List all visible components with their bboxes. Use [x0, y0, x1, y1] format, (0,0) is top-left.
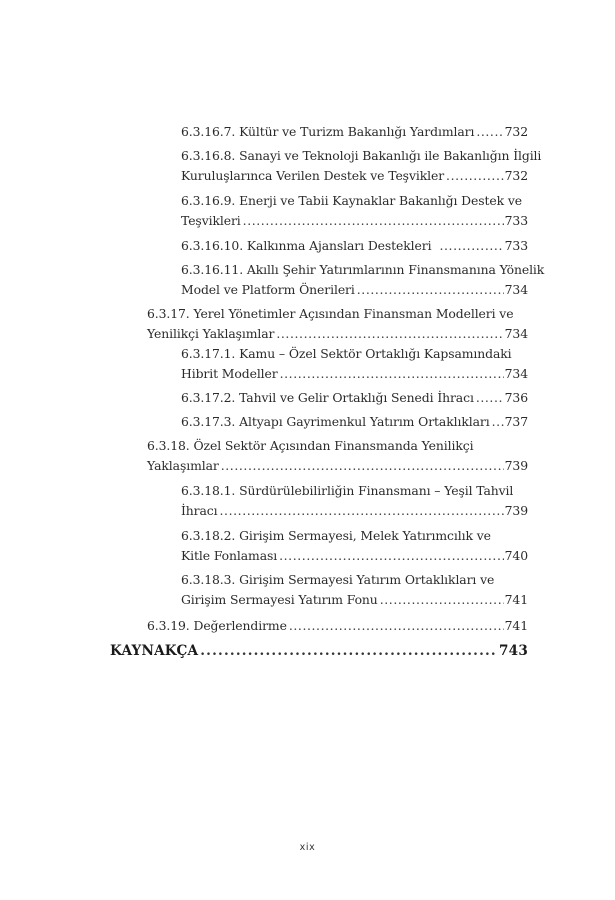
dot-leader — [280, 364, 504, 384]
toc-entry-title: 6.3.19. Değerlendirme — [147, 618, 287, 633]
toc-entry-6-3-16-11[interactable] — [181, 260, 545, 300]
toc-entry-6-3-18-3[interactable] — [181, 570, 528, 610]
toc-entry-title-cont: Hibrit Modeller — [181, 366, 278, 381]
dot-leader — [279, 546, 504, 566]
dot-leader — [200, 641, 498, 661]
toc-entry-6-3-17-2[interactable] — [181, 388, 528, 408]
toc-entry-6-3-16-8[interactable] — [181, 146, 542, 186]
toc-entry-title-cont: Yenilikçi Yaklaşımlar — [147, 326, 275, 341]
toc-entry-title: 6.3.18.2. Girişim Sermayesi, Melek Yatırımcılık ve — [181, 528, 491, 543]
toc-entry-title: 6.3.17.3. Altyapı Gayrimenkul Yatırım Ortaklıkları — [181, 414, 490, 429]
toc-page-number: 741 — [504, 592, 528, 607]
dot-leader — [446, 166, 504, 186]
dot-leader — [276, 324, 503, 344]
toc-page-number: 734 — [504, 282, 528, 297]
toc-entry-kaynakca[interactable] — [110, 641, 528, 661]
toc-page-number: 733 — [504, 213, 528, 228]
toc-entry-6-3-16-7[interactable] — [181, 122, 528, 142]
toc-page-number: 734 — [504, 326, 528, 341]
toc-entry-title: 6.3.16.11. Akıllı Şehir Yatırımlarının Finansmanına Yönelik — [181, 262, 545, 277]
dot-leader — [476, 122, 503, 142]
toc-page-number: 732 — [504, 124, 528, 139]
dot-leader — [289, 616, 504, 636]
toc-entry-6-3-17-1[interactable] — [181, 344, 528, 384]
toc-entry-title-cont: İhracı — [181, 503, 218, 518]
toc-entry-title: 6.3.16.10. Kalkınma Ajansları Destekleri — [181, 238, 432, 253]
toc-page-number: 737 — [504, 414, 528, 429]
toc-entry-title: 6.3.17.2. Tahvil ve Gelir Ortaklığı Senedi İhracı — [181, 390, 474, 405]
toc-page-number: 743 — [499, 643, 528, 659]
toc-page-number: 736 — [504, 390, 528, 405]
toc-entry-title: 6.3.18.3. Girişim Sermayesi Yatırım Ortaklıkları ve — [181, 572, 495, 587]
toc-entry-6-3-16-10[interactable] — [181, 236, 528, 256]
dot-leader — [221, 456, 504, 476]
toc-page-number: 739 — [504, 503, 528, 518]
toc-entry-title-cont: Teşvikleri — [181, 213, 241, 228]
dot-leader — [357, 280, 504, 300]
toc-entry-title: 6.3.16.9. Enerji ve Tabii Kaynaklar Bakanlığı Destek ve — [181, 193, 522, 208]
toc-page-number: 734 — [504, 366, 528, 381]
dot-leader — [380, 590, 504, 610]
toc-entry-title: 6.3.16.7. Kültür ve Turizm Bakanlığı Yardımları — [181, 124, 475, 139]
toc-entry-6-3-17-3[interactable] — [181, 412, 528, 432]
toc-entry-6-3-16-9[interactable] — [181, 191, 528, 231]
toc-entry-6-3-19[interactable] — [147, 616, 528, 636]
dot-leader — [492, 412, 504, 432]
toc-entry-title: 6.3.18. Özel Sektör Açısından Finansmanda Yenilikçi — [147, 438, 474, 453]
dot-leader — [439, 236, 503, 256]
toc-entry-title: KAYNAKÇA — [110, 643, 199, 659]
toc-entry-title-cont: Yaklaşımlar — [147, 458, 219, 473]
toc-page-number: 740 — [504, 548, 528, 563]
toc-page-number: 732 — [504, 168, 528, 183]
toc-page-number: 741 — [504, 618, 528, 633]
toc-entry-title: 6.3.16.8. Sanayi ve Teknoloji Bakanlığı ile Bakanlığın İlgili — [181, 148, 542, 163]
toc-entry-6-3-17[interactable] — [147, 304, 528, 344]
toc-entry-title: 6.3.18.1. Sürdürülebilirliğin Finansmanı – Yeşil Tahvil — [181, 483, 514, 498]
toc-entry-6-3-18[interactable] — [147, 436, 528, 476]
dot-leader — [220, 501, 504, 521]
toc-entry-6-3-18-2[interactable] — [181, 526, 528, 566]
toc-entry-title-cont: Kuruluşlarınca Verilen Destek ve Teşvikler — [181, 168, 445, 183]
toc-entry-title: 6.3.17.1. Kamu – Özel Sektör Ortaklığı Kapsamındaki — [181, 346, 512, 361]
dot-leader — [476, 388, 504, 408]
toc-entry-6-3-18-1[interactable] — [181, 481, 528, 521]
toc-entry-title-cont: Model ve Platform Önerileri — [181, 282, 355, 297]
toc-entry-title-cont: Girişim Sermayesi Yatırım Fonu — [181, 592, 378, 607]
page-folio: xix — [299, 842, 316, 853]
toc-entry-title: 6.3.17. Yerel Yönetimler Açısından Finansman Modelleri ve — [147, 306, 514, 321]
toc-page-number: 739 — [504, 458, 528, 473]
toc-entry-title-cont: Kitle Fonlaması — [181, 548, 278, 563]
dot-leader — [243, 211, 504, 231]
toc-page-number: 733 — [504, 238, 528, 253]
